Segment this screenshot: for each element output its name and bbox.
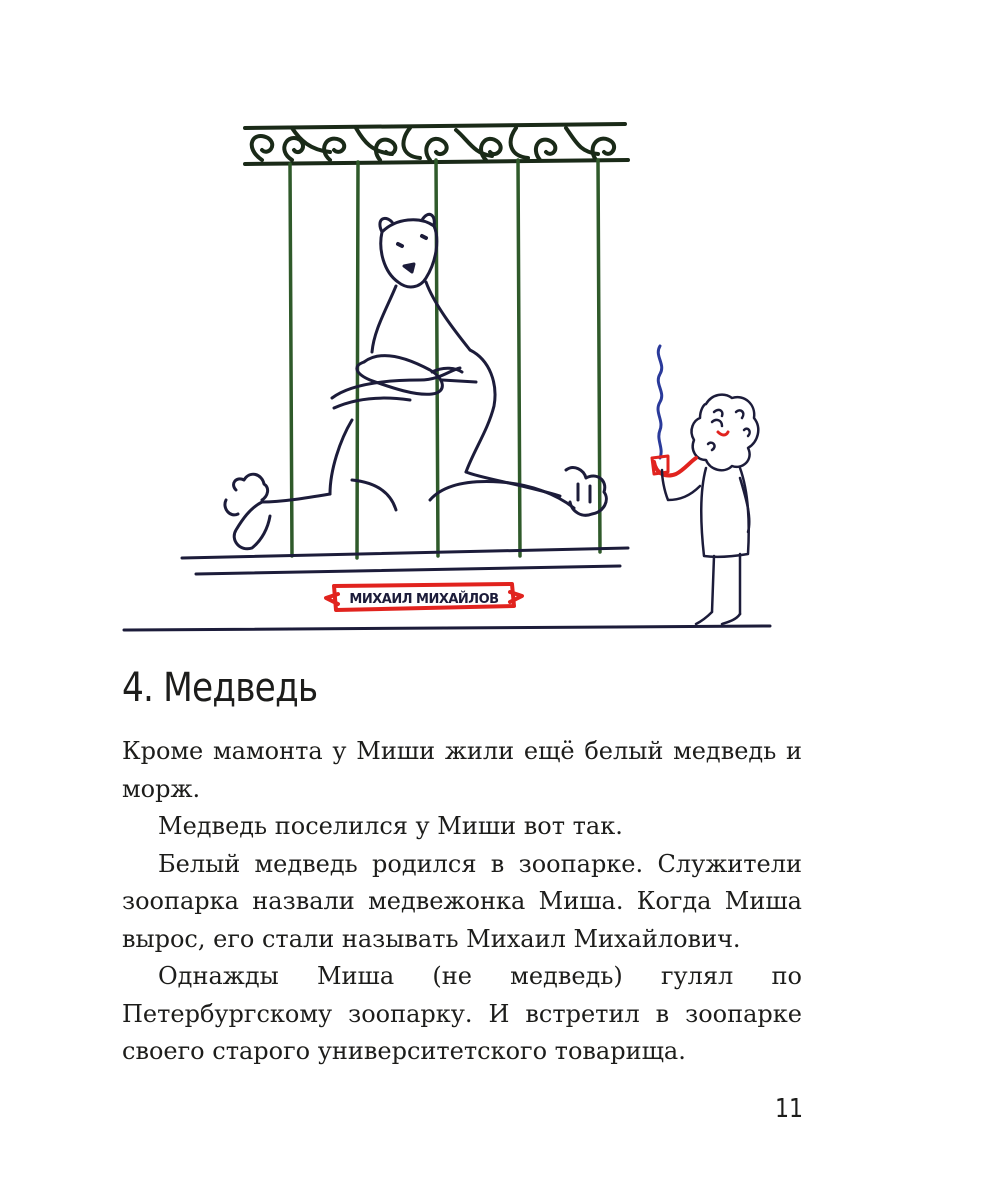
cage-bars xyxy=(290,160,600,558)
polar-bear xyxy=(225,214,606,548)
paragraph: Медведь поселился у Миши вот так. xyxy=(158,812,623,840)
chapter-heading: 4. Медведь xyxy=(122,665,318,711)
ground-line xyxy=(124,626,770,630)
man-with-pipe xyxy=(652,346,758,624)
page-number: 11 xyxy=(774,1094,803,1124)
cage-ornament xyxy=(245,124,628,164)
chapter-text xyxy=(122,733,802,1071)
paragraph: Однажды Миша (не медведь) гулял по Петербургскому зоопарку. И встретил в зоопарке своего старого университетского товарища. xyxy=(122,962,802,1065)
paragraph: Кроме мамонта у Миши жили ещё белый медведь и морж. xyxy=(122,737,802,803)
cage-base xyxy=(182,548,628,574)
paragraph: Белый медведь родился в зоопарке. Служители зоопарка назвали медвежонка Миша. Когда Миша вырос, его стали называть Михаил Михайлович. xyxy=(122,849,802,953)
cage-sign-text: МИХАИЛ МИХАЙЛОВ xyxy=(349,592,499,607)
